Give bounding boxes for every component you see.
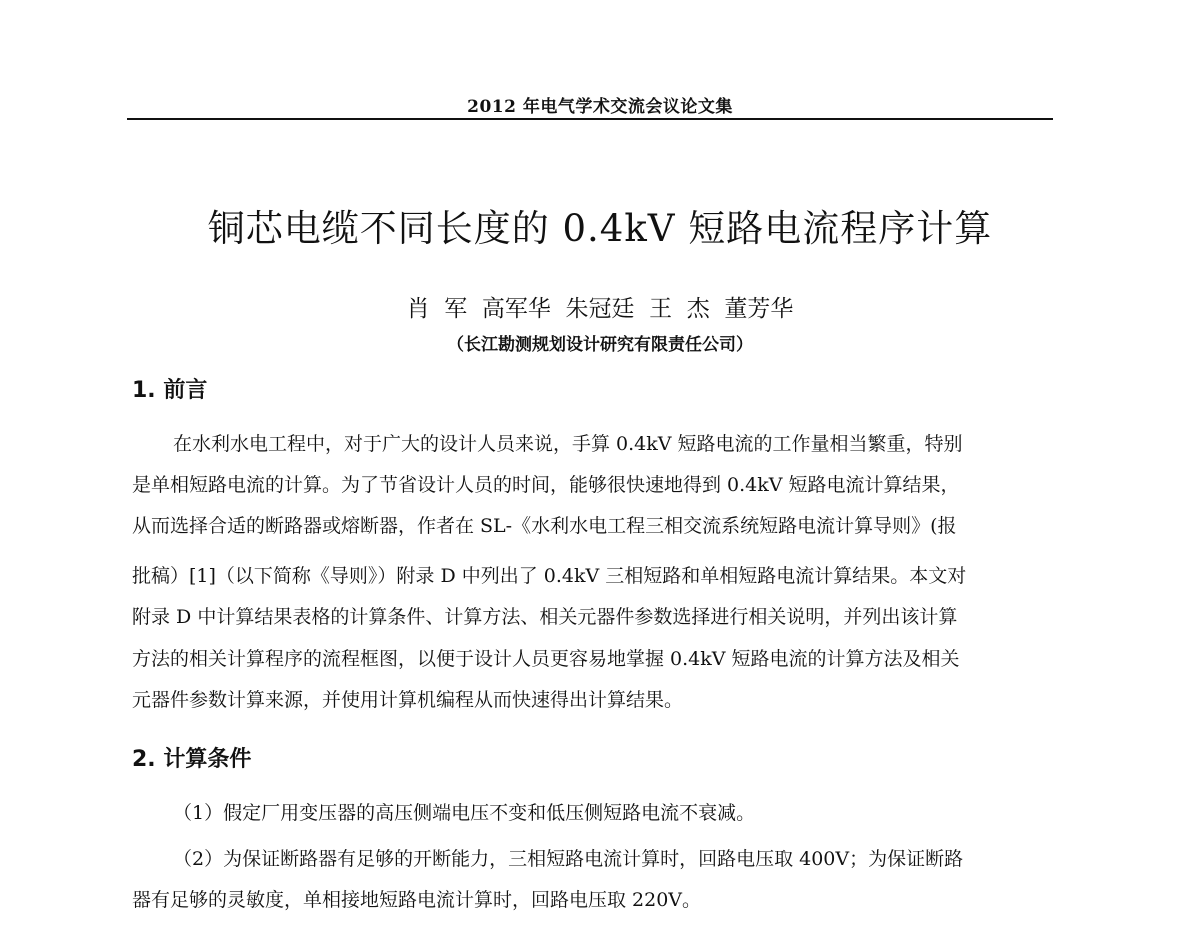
paragraph-line: 从而选择合适的断路器或熔断器，作者在 SL-《水利水电工程三相交流系统短路电流计算导则》(报 xyxy=(132,515,957,537)
paragraph-line: 方法的相关计算程序的流程框图，以便于设计人员更容易地掌握 0.4kV 短路电流的计算方法及相关 xyxy=(132,648,960,670)
paper-title: 铜芯电缆不同长度的 0.4kV 短路电流程序计算 xyxy=(207,207,993,250)
header-rule xyxy=(127,118,1053,120)
paragraph-line: （2）为保证断路器有足够的开断能力，三相短路电流计算时，回路电压取 400V；为保证断路 xyxy=(173,848,964,870)
paragraph-line: 附录 D 中计算结果表格的计算条件、计算方法、相关元器件参数选择进行相关说明，并列出该计算 xyxy=(132,606,958,628)
paragraph-line: （1）假定厂用变压器的高压侧端电压不变和低压侧短路电流不衰减。 xyxy=(173,802,756,824)
section-heading-introduction: 1. 前言 xyxy=(132,378,208,403)
affiliation: （长江勘测规划设计研究有限责任公司） xyxy=(447,335,753,355)
paragraph-line: 是单相短路电流的计算。为了节省设计人员的时间，能够很快速地得到 0.4kV 短路电流计算结果， xyxy=(132,474,960,496)
section-heading-conditions: 2. 计算条件 xyxy=(132,747,252,772)
paragraph-line: 元器件参数计算来源，并使用计算机编程从而快速得出计算结果。 xyxy=(132,689,684,711)
running-head: 2012 年电气学术交流会议论文集 xyxy=(467,97,733,117)
paragraph-line: 器有足够的灵敏度，单相接地短路电流计算时，回路电压取 220V。 xyxy=(132,889,702,911)
paragraph-line: 批稿）[1]（以下简称《导则》）附录 D 中列出了 0.4kV 三相短路和单相短路电流计算结果。本文对 xyxy=(132,565,967,587)
paragraph-line: 在水利水电工程中，对于广大的设计人员来说，手算 0.4kV 短路电流的工作量相当繁重，特别 xyxy=(173,433,963,455)
author-list: 肖 军 高军华 朱冠廷 王 杰 董芳华 xyxy=(406,296,794,322)
